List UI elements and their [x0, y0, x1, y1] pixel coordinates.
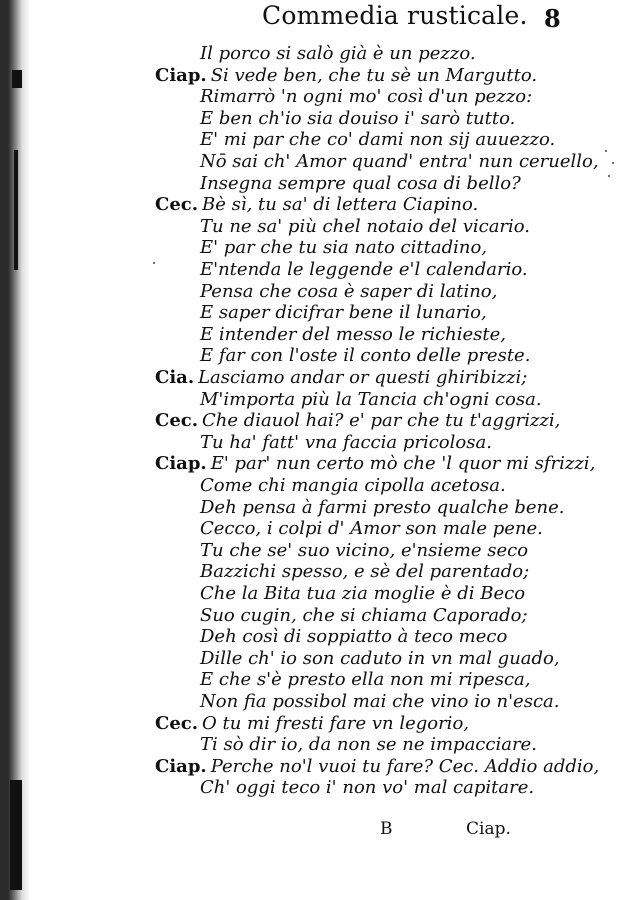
- verse-line-text: E' mi par che co' dami non sij auuezzo.: [200, 129, 556, 151]
- verse-line-text: Ch' oggi teco i' non vo' mal capitare.: [200, 777, 535, 799]
- verse-line-text: E intender del messo le richieste,: [200, 323, 507, 345]
- verse-line: [200, 691, 559, 713]
- verse-line: [200, 108, 515, 130]
- ink-blot: [12, 70, 22, 88]
- running-title: Commedia rusticale.: [262, 1, 528, 30]
- verse-line: [200, 216, 530, 238]
- verse-line-text: E' par che tu sia nato cittadino,: [200, 237, 488, 259]
- verse-line-text: Tu ne sa' più chel notaio del vicario.: [200, 215, 531, 237]
- speaker-label: Ciap.: [155, 453, 207, 475]
- verse-line: [200, 605, 528, 627]
- verse-line: [200, 43, 476, 65]
- verse-line-text: M'importa più la Tancia ch'ogni cosa.: [200, 388, 542, 410]
- verse-line-text: Insegna sempre qual cosa di bello?: [200, 172, 521, 194]
- verse-line: [155, 367, 527, 389]
- verse-line-text: Bazzichi spesso, e sè del parentado;: [200, 561, 530, 583]
- verse-line: [200, 173, 521, 195]
- verse-line-text: E che s'è presto ella non mi ripesca,: [200, 669, 531, 691]
- verse-line-text: E'ntenda le leggende e'l calendario.: [200, 259, 528, 280]
- verse-line-text: E saper dicifrar bene il lunario,: [200, 302, 487, 324]
- verse-line: [200, 259, 528, 281]
- verse-line-text: Suo cugin, che si chiama Caporado;: [200, 604, 528, 626]
- verse-line-text: E' par' nun certo mò che 'l quor mi sfrizzi,: [210, 453, 596, 475]
- verse-line: [200, 432, 492, 454]
- verse-line: [155, 756, 599, 778]
- verse-line-text: Tu ha' fatt' vna faccia pricolosa.: [200, 431, 492, 453]
- verse-line-text: Perche no'l vuoi tu fare? Cec. Addio addio,: [210, 755, 600, 777]
- verse-line: [155, 713, 469, 735]
- print-speck: [153, 262, 155, 264]
- verse-line-text: Lasciamo andar or questi ghiribizzi;: [198, 367, 528, 388]
- verse-line-text: Cecco, i colpi d' Amor son male pene.: [200, 518, 543, 540]
- print-speck: [608, 175, 610, 177]
- speaker-label: Ciap.: [155, 64, 207, 86]
- catchword: Ciap.: [466, 819, 511, 839]
- verse-line: [200, 345, 530, 367]
- verse-line: [155, 453, 595, 475]
- verse-line-text: Come chi mangia cipolla acetosa.: [200, 475, 506, 496]
- verse-line-text: Bè sì, tu sa' di lettera Ciapino.: [202, 194, 479, 216]
- verse-line: [200, 518, 543, 540]
- verse-line: [155, 194, 478, 216]
- verse-line: [200, 237, 487, 259]
- verse-line-text: Tu che se' suo vicino, e'nsieme seco: [200, 539, 529, 561]
- binding-edge: [0, 0, 30, 900]
- print-speck: [605, 150, 607, 152]
- verse-line: [200, 129, 555, 151]
- speaker-label: Cec.: [155, 712, 199, 734]
- verse-line-text: Che la Bita tua zia moglie è di Beco: [200, 583, 526, 604]
- verse-line-text: Non fia possibol mai che vino io n'esca.: [200, 691, 560, 712]
- verse-line: [200, 561, 529, 583]
- verse-line-text: Nō sai ch' Amor quand' entra' nun ceruello,: [200, 151, 599, 172]
- verse-line: [200, 734, 537, 756]
- verse-line: [200, 151, 599, 173]
- spine-shadow: [14, 150, 18, 270]
- verse-line-text: Il porco si salò già è un pezzo.: [200, 43, 476, 64]
- spine-shadow: [10, 780, 22, 890]
- verse-line: [200, 302, 487, 324]
- verse-line-text: Dille ch' io son caduto in vn mal guado,: [200, 647, 560, 669]
- verse-line: [200, 475, 506, 497]
- verse-line-text: E ben ch'io sia douiso i' sarò tutto.: [200, 107, 516, 129]
- verse-line: [200, 626, 507, 648]
- verse-line: [200, 497, 564, 519]
- verse-line-text: Deh pensa à farmi presto qualche bene.: [200, 496, 565, 518]
- print-speck: [612, 162, 614, 164]
- verse-line: [200, 281, 497, 303]
- verse-line: [200, 648, 560, 670]
- verse-line-text: Rimarrò 'n ogni mo' così d'un pezzo:: [200, 86, 533, 108]
- speaker-label: Cec.: [155, 194, 199, 216]
- verse-line: [155, 410, 560, 432]
- speaker-label: Ciap.: [155, 755, 207, 777]
- verse-line: [200, 669, 531, 691]
- verse-line: [200, 86, 532, 108]
- speaker-label: Cec.: [155, 410, 199, 432]
- verse-line: [155, 65, 537, 87]
- page-number: 8: [544, 4, 561, 33]
- verse-line-text: Ti sò dir io, da non se ne impacciare.: [200, 734, 537, 756]
- verse-line: [200, 777, 534, 799]
- signature-mark: B: [380, 819, 393, 839]
- verse-line-text: Pensa che cosa è saper di latino,: [200, 280, 498, 302]
- verse-line-text: Deh così di soppiatto à teco meco: [200, 626, 508, 648]
- verse-line: [200, 389, 542, 411]
- verse-line-text: Che diauol hai? e' par che tu t'aggrizzi,: [202, 410, 561, 432]
- verse-line: [200, 583, 525, 605]
- speaker-label: Cia.: [155, 367, 195, 388]
- verse-line-text: O tu mi fresti fare vn legorio,: [202, 712, 470, 734]
- verse-line-text: E far con l'oste il conto delle preste.: [200, 345, 531, 367]
- verse-line-text: Si vede ben, che tu sè un Margutto.: [210, 64, 538, 86]
- verse-line: [200, 540, 528, 562]
- verse-line: [200, 324, 506, 346]
